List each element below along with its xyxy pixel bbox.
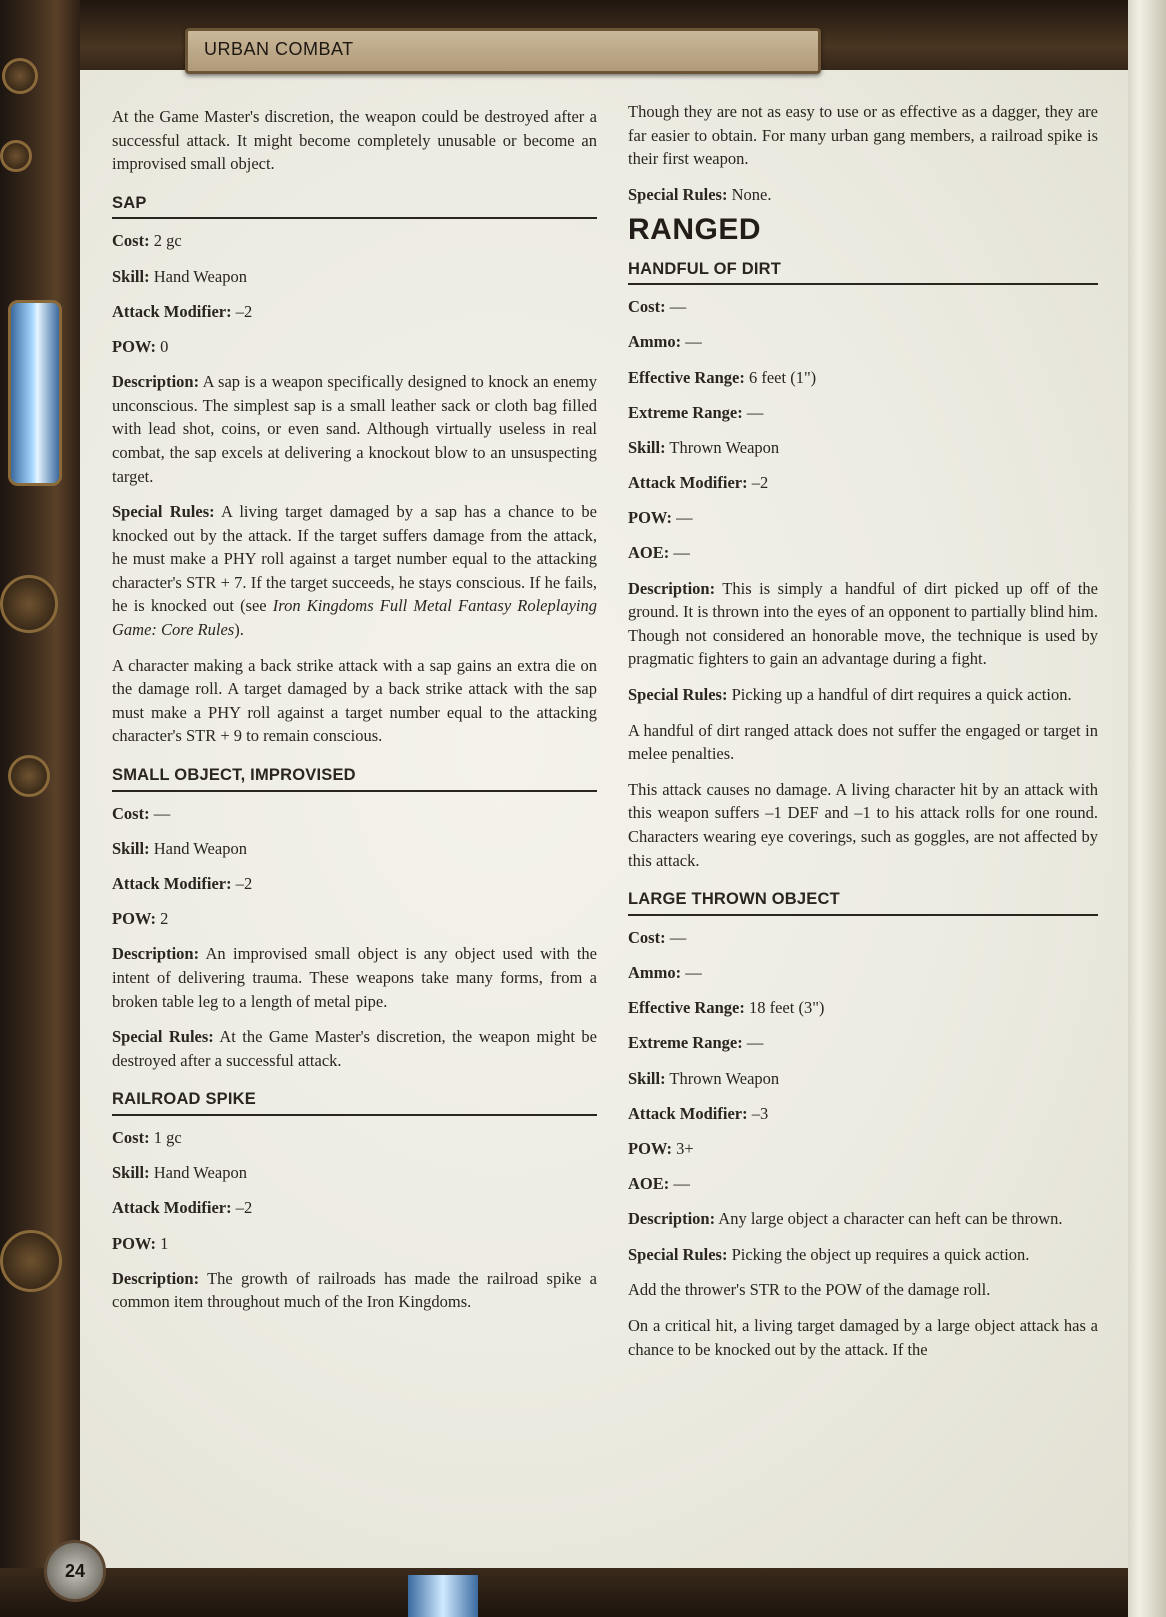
dirt-attack-modifier: Attack Modifier: –2 (628, 473, 769, 493)
large-object-special-rules: Special Rules: Picking the object up requires a quick action. (628, 1244, 1030, 1264)
large-object-description: Description: Any large object a character can heft can be thrown. (628, 1209, 1063, 1229)
cog-icon (0, 1230, 62, 1292)
small-object-pow: POW: 2 (112, 909, 169, 929)
dirt-skill: Skill: Thrown Weapon (628, 437, 780, 457)
large-object-heading: LARGE THROWN OBJECT (628, 888, 1098, 916)
large-object-pow: POW: 3+ (628, 1138, 694, 1158)
frame-bottom (0, 1568, 1166, 1617)
ranged-section-title: RANGED (628, 212, 762, 246)
large-object-cost: Cost: — (628, 927, 687, 947)
dirt-cost: Cost: — (628, 297, 687, 317)
valve-icon (8, 755, 50, 797)
dirt-aoe: AOE: — (628, 543, 690, 563)
dirt-rules-melee: A handful of dirt ranged attack does not suffer the engaged or target in melee penalties. (628, 720, 1098, 764)
fan-icon (0, 575, 58, 633)
railroad-spike-pow: POW: 1 (112, 1233, 169, 1253)
dirt-rules-effect: This attack causes no damage. A living character hit by an attack with this weapon suffers –1 DEF and –1 to his attack rolls for one round. Characters wearing eye coverings, such as goggles, are not affected by this attack. (628, 779, 1098, 870)
sap-attack-modifier: Attack Modifier: –2 (112, 301, 253, 321)
page-number: 24 (64, 1561, 86, 1581)
left-column (112, 105, 597, 1326)
small-object-special-rules: Special Rules: At the Game Master's discretion, the weapon might be destroyed after a successful attack. (112, 1027, 597, 1070)
small-object-skill: Skill: Hand Weapon (112, 838, 247, 858)
page-title: URBAN COMBAT (204, 39, 354, 59)
sap-special-rules: Special Rules: A living target damaged by a sap has a chance to be knocked out by the attack. If the target suffers damage from the attack, he must make a PHY roll against a target number equal to the attacking character's STR + 7. If the target succeeds, he stays conscious. If he fails, he is knocked out (see Iron Kingdoms Full Metal Fantasy Roleplaying Game: Core Rules). (112, 502, 597, 640)
page-spine (1128, 0, 1166, 1617)
right-column (628, 100, 1098, 1373)
sap-pow: POW: 0 (112, 336, 169, 356)
small-object-heading: SMALL OBJECT, IMPROVISED (112, 764, 597, 792)
dirt-special-rules: Special Rules: Picking up a handful of dirt requires a quick action. (628, 685, 1072, 705)
sap-heading: SAP (112, 192, 597, 220)
dirt-extreme-range: Extreme Range: — (628, 402, 764, 422)
page-number-badge (44, 1540, 106, 1602)
dirt-description: Description: This is simply a handful of dirt picked up off of the ground. It is thrown into the eyes of an opponent to partially blind him. Though not considered an honorable move, the technique is used by pragmatic fighters to gain an advantage during a fight. (628, 578, 1098, 669)
small-object-cost: Cost: — (112, 803, 171, 823)
railroad-spike-skill: Skill: Hand Weapon (112, 1163, 247, 1183)
railroad-spike-description: Description: The growth of railroads has made the railroad spike a common item throughout much of the Iron Kingdoms. (112, 1268, 597, 1312)
large-object-rules-str: Add the thrower's STR to the POW of the damage roll. (628, 1280, 991, 1300)
large-object-extreme-range: Extreme Range: — (628, 1033, 764, 1053)
gauge-icon (0, 140, 32, 172)
frame-left (0, 0, 80, 1617)
dirt-heading: HANDFUL OF DIRT (628, 258, 1098, 286)
small-object-description: Description: An improvised small object is any object used with the intent of delivering trauma. These weapons take many forms, from a broken table leg to a length of metal pipe. (112, 944, 597, 1011)
railroad-spike-heading: RAILROAD SPIKE (112, 1088, 597, 1116)
spike-continued-paragraph: Though they are not as easy to use or as effective as a dagger, they are far easier to obtain. For many urban gang members, a railroad spike is their first weapon. (628, 102, 1098, 169)
large-object-skill: Skill: Thrown Weapon (628, 1068, 780, 1088)
large-object-aoe: AOE: — (628, 1174, 690, 1194)
dirt-effective-range: Effective Range: 6 feet (1") (628, 367, 817, 387)
railroad-spike-attack-modifier: Attack Modifier: –2 (112, 1198, 253, 1218)
sap-description: Description: A sap is a weapon specifically designed to knock an enemy unconscious. The simplest sap is a small leather sack or cloth bag filled with lead shot, coins, or even sand. Although virtually useless in real combat, the sap excels at delivering a knockout blow to an unsuspecting target. (112, 372, 597, 486)
large-object-ammo: Ammo: — (628, 962, 702, 982)
large-object-rules-critical: On a critical hit, a living target damaged by a large object attack has a chance to be knocked out by the attack. If the (628, 1316, 1098, 1359)
large-object-attack-modifier: Attack Modifier: –3 (628, 1103, 769, 1123)
gear-icon (2, 58, 38, 94)
dirt-pow: POW: — (628, 508, 693, 528)
glow-tube-bottom-icon (408, 1575, 478, 1617)
sap-skill: Skill: Hand Weapon (112, 266, 247, 286)
intro-paragraph: At the Game Master's discretion, the weapon could be destroyed after a successful attack. It might become completely unusable or become an improvised small object. (112, 107, 597, 174)
large-object-effective-range: Effective Range: 18 feet (3") (628, 998, 825, 1018)
glow-tube-icon (8, 300, 62, 486)
dirt-ammo: Ammo: — (628, 332, 702, 352)
header-plate (185, 28, 821, 74)
sap-back-strike: A character making a back strike attack with a sap gains an extra die on the damage roll. A target damaged by a back strike attack with the sap must make a PHY roll against a target number equal to the attacking character's STR + 9 to remain conscious. (112, 655, 597, 746)
small-object-attack-modifier: Attack Modifier: –2 (112, 874, 253, 893)
sap-cost: Cost: 2 gc (112, 231, 182, 251)
railroad-spike-cost: Cost: 1 gc (112, 1127, 182, 1147)
spike-special-rules: Special Rules: None. (628, 184, 772, 204)
